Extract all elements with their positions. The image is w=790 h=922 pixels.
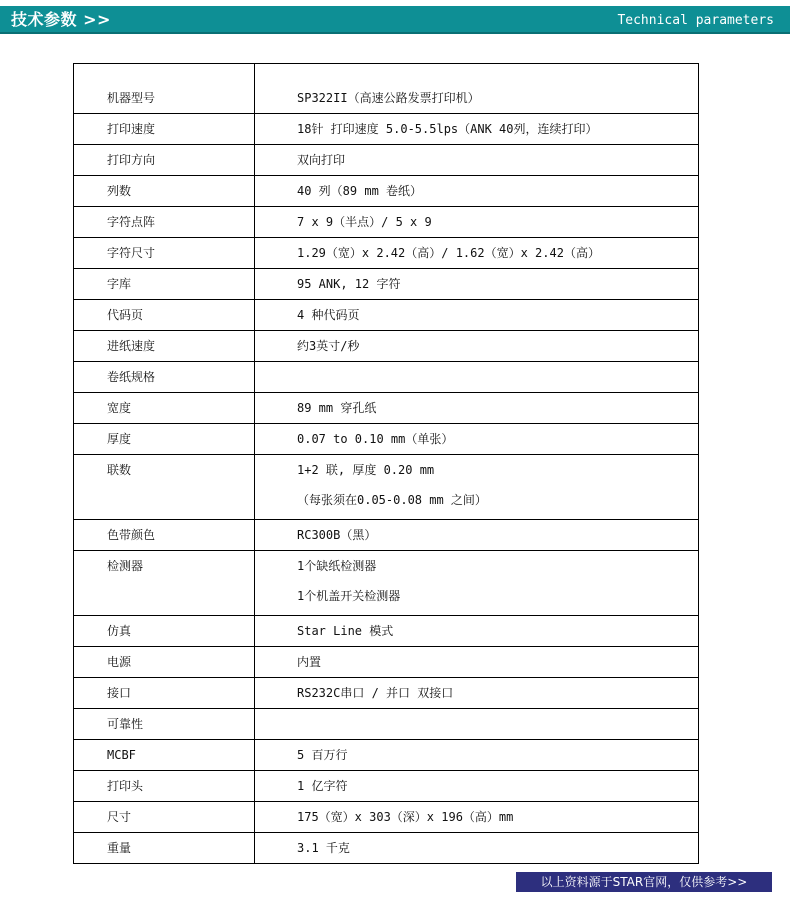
source-note: 以上资料源于STAR官网，仅供参考>> [516,872,772,892]
spec-row [74,520,699,551]
spec-row [74,678,699,709]
spec-value-cell [255,647,699,678]
spec-value-line: 5 百万行 [297,748,348,762]
spec-value-line: 1个机盖开关检测器 [297,589,401,603]
spec-value-line: 89 mm 穿孔纸 [297,401,377,415]
spec-value-line: 18针 打印速度 5.0-5.5lps（ANK 40列，连续打印） [297,122,598,136]
spec-value-cell [255,207,699,238]
spec-label: 字库 [74,269,255,300]
spec-label: 打印速度 [74,114,255,145]
spec-value-line: 40 列（89 mm 卷纸） [297,184,423,198]
section-header [0,6,790,34]
section-subtitle: Technical parameters [617,13,774,28]
spec-value-cell [255,300,699,331]
section-title: 技术参数 >> [11,10,111,29]
spec-value-cell [255,64,699,114]
spec-value-cell [255,269,699,300]
spec-label: 字符点阵 [74,207,255,238]
spec-row [74,393,699,424]
spec-value-line: 0.07 to 0.10 mm（单张） [297,432,454,446]
spec-value-cell [255,740,699,771]
spec-label: 可靠性 [74,709,255,740]
spec-value-line: 1 亿字符 [297,779,348,793]
spec-value-cell [255,393,699,424]
spec-value-line: Star Line 模式 [297,624,394,638]
spec-value-line: 95 ANK, 12 字符 [297,277,401,291]
spec-label: 列数 [74,176,255,207]
spec-value-cell [255,771,699,802]
spec-label: 检测器 [74,551,255,616]
spec-value-cell [255,709,699,740]
spec-value-cell [255,802,699,833]
spec-value-cell [255,551,699,616]
spec-value-cell [255,520,699,551]
spec-value-line: 1+2 联, 厚度 0.20 mm [297,463,435,477]
spec-value-line: 双向打印 [297,153,346,167]
spec-table-body [74,64,699,864]
spec-value-line: 1个缺纸检测器 [297,559,377,573]
spec-row [74,616,699,647]
spec-row [74,269,699,300]
spec-value-line: 约3英寸/秒 [297,339,360,353]
spec-value-cell [255,616,699,647]
spec-label: 卷纸规格 [74,362,255,393]
spec-row [74,176,699,207]
spec-row [74,802,699,833]
spec-label: 机器型号 [74,64,255,114]
spec-value-cell [255,176,699,207]
spec-value-cell [255,331,699,362]
spec-row [74,114,699,145]
spec-label: 进纸速度 [74,331,255,362]
spec-row [74,145,699,176]
spec-value-cell [255,114,699,145]
spec-table [73,63,699,864]
spec-value-line: 内置 [297,655,322,669]
spec-value-line: 7 x 9（半点）/ 5 x 9 [297,215,432,229]
spec-row [74,362,699,393]
spec-label: 字符尺寸 [74,238,255,269]
spec-value-line: 1.29（宽）x 2.42（高）/ 1.62（宽）x 2.42（高） [297,246,600,260]
spec-row [74,207,699,238]
spec-value-line: 175（宽）x 303（深）x 196（高）mm [297,810,514,824]
spec-row [74,455,699,520]
spec-row [74,424,699,455]
spec-row [74,238,699,269]
spec-row [74,833,699,864]
spec-value-cell [255,678,699,709]
spec-label: 色带颜色 [74,520,255,551]
spec-label: 代码页 [74,300,255,331]
spec-row [74,709,699,740]
spec-label: 尺寸 [74,802,255,833]
spec-row [74,64,699,114]
spec-label: 电源 [74,647,255,678]
spec-value-cell [255,424,699,455]
spec-value-line: 3.1 千克 [297,841,350,855]
spec-label: 联数 [74,455,255,520]
spec-label: 打印头 [74,771,255,802]
spec-value-line [297,362,698,392]
spec-value-cell [255,362,699,393]
spec-row [74,771,699,802]
spec-label: 仿真 [74,616,255,647]
spec-row [74,647,699,678]
spec-label: 重量 [74,833,255,864]
spec-label: 接口 [74,678,255,709]
spec-value-line [297,709,698,739]
spec-label: 宽度 [74,393,255,424]
spec-value-cell [255,455,699,520]
spec-value-line: RC300B（黑） [297,528,377,542]
spec-value-cell [255,833,699,864]
spec-value-cell [255,145,699,176]
spec-label: MCBF [74,740,255,771]
spec-row [74,740,699,771]
spec-label: 厚度 [74,424,255,455]
spec-value-line: SP322II（高速公路发票打印机） [297,91,480,105]
spec-value-line: 4 种代码页 [297,308,360,322]
spec-value-line: RS232C串口 / 并口 双接口 [297,686,454,700]
spec-value-line: （每张须在0.05-0.08 mm 之间） [297,493,487,507]
spec-row [74,551,699,616]
spec-label: 打印方向 [74,145,255,176]
spec-value-cell [255,238,699,269]
spec-row [74,300,699,331]
spec-row [74,331,699,362]
